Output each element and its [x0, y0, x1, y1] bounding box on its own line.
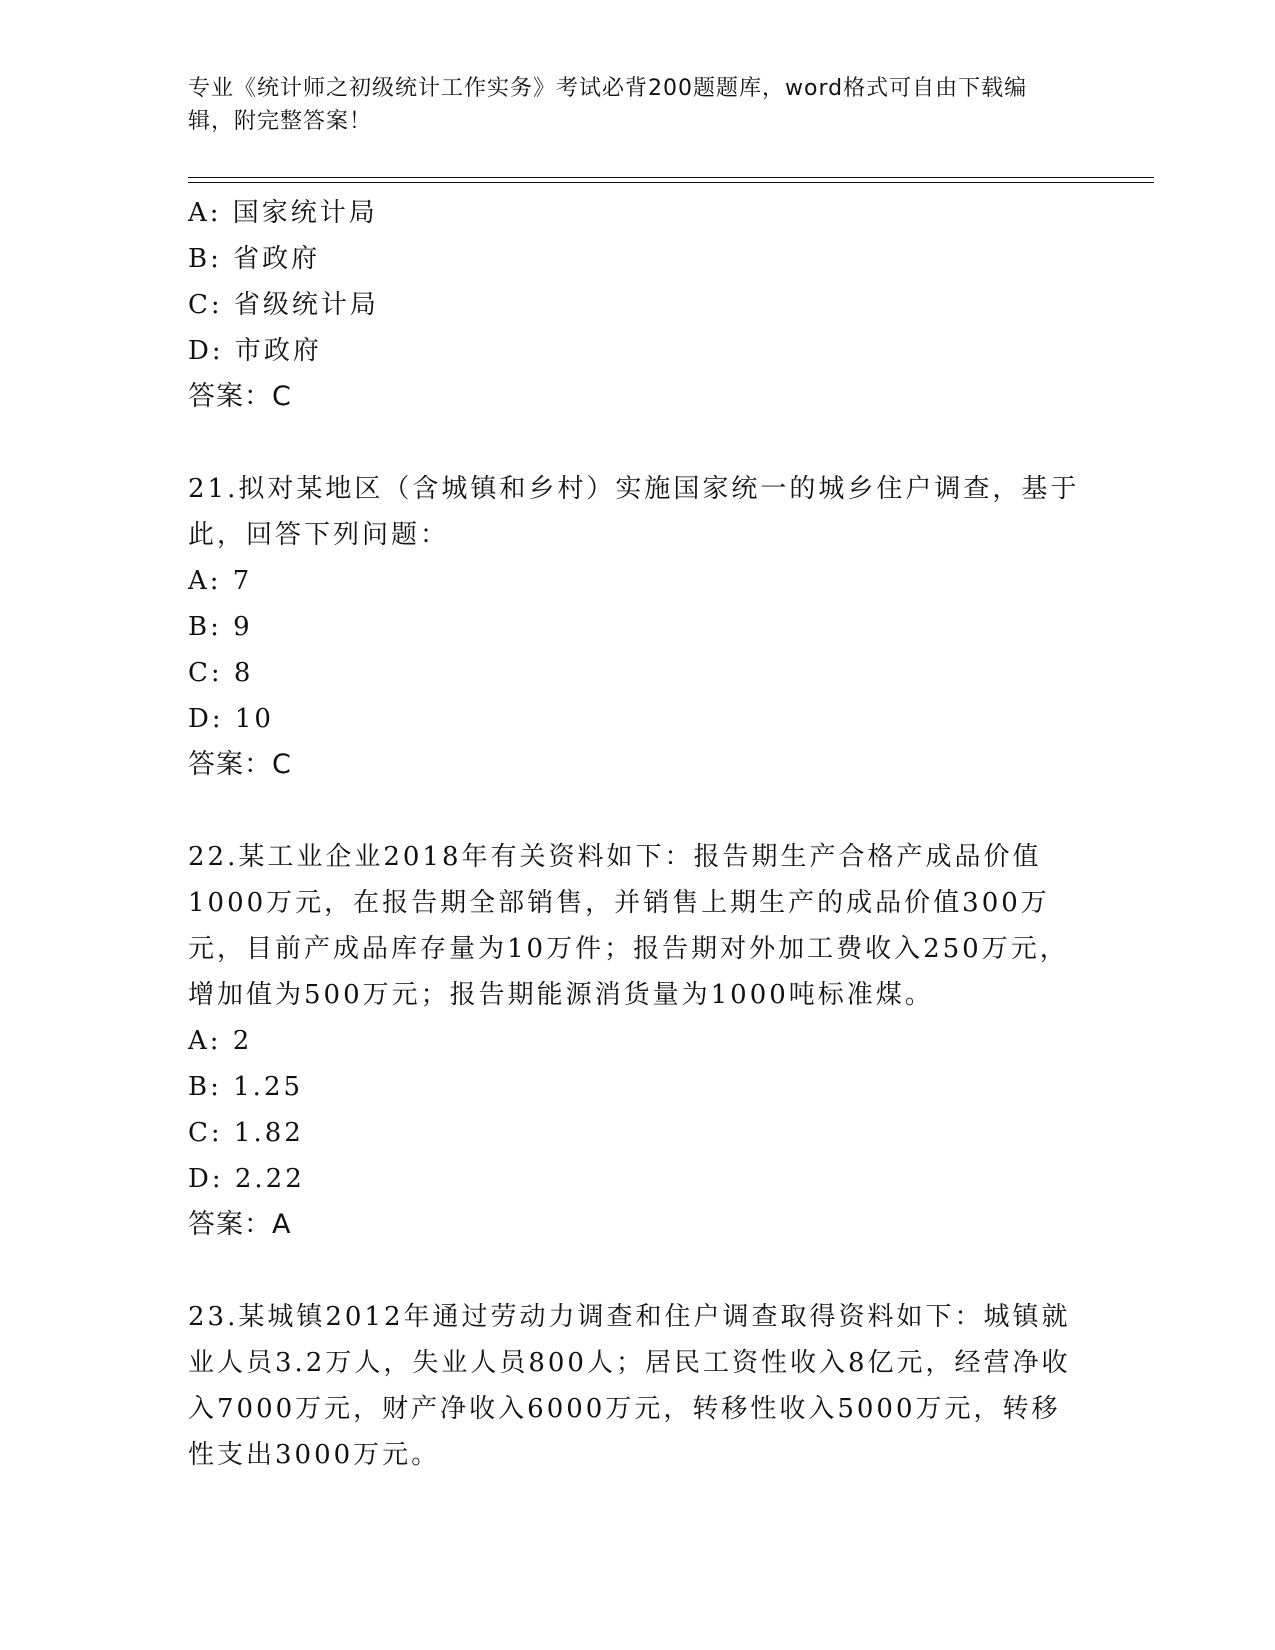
header-divider-top [188, 177, 1154, 178]
question-block [188, 466, 1088, 788]
option-c: C: 8 [188, 658, 254, 688]
option-b: B: 9 [188, 612, 253, 642]
answer-line: 答案：C [188, 749, 292, 780]
option-d: D: 10 [188, 704, 274, 734]
document-header: 专业《统计师之初级统计工作实务》考试必背200题题库，word格式可自由下载编辑，附完整答案！ [188, 76, 1028, 134]
question-block [188, 190, 1088, 420]
option-c: C: 1.82 [188, 1118, 304, 1148]
question-text: 21.拟对某地区（含城镇和乡村）实施国家统一的城乡住户调查，基于此，回答下列问题： [188, 474, 1080, 550]
question-block [188, 834, 1088, 1248]
option-d: D: 2.22 [188, 1164, 305, 1194]
question-text: 22.某工业企业2018年有关资料如下：报告期生产合格产成品价值1000万元，在报告期全部销售，并销售上期生产的成品价值300万元，目前产成品库存量为10万件；报告期对外加工费收入250万元，增加值为500万元；报告期能源消货量为1000吨标准煤。 [188, 842, 1069, 1010]
answer-line: 答案：C [188, 381, 292, 412]
option-a: A: 国家统计局 [188, 198, 378, 228]
option-c: C: 省级统计局 [188, 290, 379, 320]
option-a: A: 2 [188, 1026, 253, 1056]
option-b: B: 1.25 [188, 1072, 304, 1102]
header-divider-bottom [188, 182, 1154, 183]
option-d: D: 市政府 [188, 336, 322, 366]
option-a: A: 7 [188, 566, 253, 596]
option-b: B: 省政府 [188, 244, 321, 274]
question-block [188, 1294, 1088, 1478]
question-text: 23.某城镇2012年通过劳动力调查和住户调查取得资料如下：城镇就业人员3.2万人，失业人员800人；居民工资性收入8亿元，经营净收入7000万元，财产净收入6000万元，转移性收入5000万元，转移性支出3000万元。 [188, 1302, 1071, 1470]
question-list [188, 190, 1088, 1478]
answer-line: 答案：A [188, 1209, 292, 1240]
